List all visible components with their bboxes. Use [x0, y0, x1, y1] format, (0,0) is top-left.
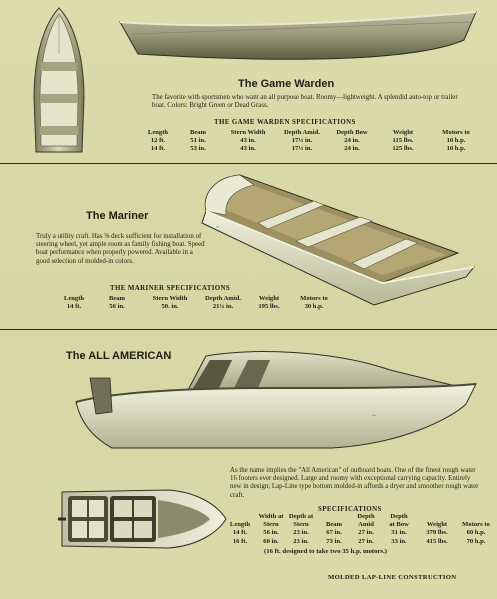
spec-cell: 17½ in. [291, 145, 313, 153]
spec-cell: 24 in. [344, 137, 360, 145]
all-american-spec-table [224, 513, 496, 546]
spec-header: Depth at [288, 513, 314, 520]
spec-cell: 23 in. [293, 537, 309, 545]
spec-cell: 12 ft. [150, 137, 166, 145]
game-warden-top-view-photo [30, 6, 88, 154]
game-warden-spec-title: THE GAME WARDEN SPECIFICATIONS [214, 119, 356, 126]
spec-cell: 14 ft. [150, 145, 166, 153]
spec-cell: 43 in. [240, 145, 256, 153]
spec-header: at Bow [389, 521, 409, 529]
game-warden-title: The Game Warden [238, 78, 335, 90]
spec-header-row [224, 521, 496, 529]
spec-cell: 33 in. [391, 537, 407, 545]
spec-header: Motors to [442, 129, 470, 136]
spec-cell: 56 in. [109, 303, 125, 311]
spec-cell: 30 h.p. [304, 303, 324, 311]
spec-header: Weight [426, 521, 448, 529]
section-divider [0, 329, 497, 330]
spec-cell: 51 in. [190, 137, 206, 145]
spec-cell: 24 in. [344, 145, 360, 153]
spec-cell: 67 in. [326, 529, 342, 537]
spec-cell: 16 ft. [232, 537, 248, 545]
spec-cell: 370 lbs. [426, 529, 448, 537]
spec-cell: 43 in. [240, 137, 256, 145]
spec-row [140, 137, 482, 145]
all-american-top-view-photo [58, 486, 228, 552]
spec-header-row-top [224, 513, 496, 521]
game-warden-description: The favorite with sportsmen who want an all purpose boat. Roomy—lightweight. A splendid auto-top or trailer boat. Colors: Bright Green or Dead Grass. [152, 94, 458, 110]
spec-cell: 60 h.p. [466, 529, 486, 537]
mariner-boat-photo [196, 171, 478, 311]
spec-row [224, 529, 496, 537]
spec-header: Depth Bow [336, 129, 368, 136]
spec-cell: 125 lbs. [392, 145, 414, 153]
all-american-spec-title: SPECIFICATIONS [318, 506, 382, 513]
spec-row [224, 538, 496, 546]
spec-header [418, 513, 456, 521]
spec-cell: 14 ft. [232, 529, 248, 537]
spec-cell: 17½ in. [291, 137, 313, 145]
spec-cell: 27 in. [358, 537, 374, 545]
spec-header: Amid [358, 521, 374, 529]
spec-cell: 60 in. [263, 537, 279, 545]
spec-cell: 50. in. [161, 303, 179, 311]
all-american-side-photo [72, 348, 484, 452]
spec-header: Beam [108, 295, 126, 302]
all-american-title: The ALL AMERICAN [66, 350, 172, 362]
mariner-spec-table [56, 295, 338, 311]
spec-cell: 10 h.p. [446, 137, 466, 145]
section-divider [0, 163, 497, 164]
spec-header-row [56, 295, 338, 303]
spec-header [224, 513, 256, 521]
spec-cell: 21½ in. [212, 303, 234, 311]
game-warden-spec-table [140, 129, 482, 154]
spec-cell: 23 in. [293, 529, 309, 537]
spec-header: Motors to [300, 295, 328, 302]
spec-header: Length [229, 521, 251, 529]
spec-header: Length [63, 295, 85, 302]
spec-cell: 73 in. [326, 537, 342, 545]
svg-text:~: ~ [216, 225, 220, 231]
spec-cell: 27 in. [358, 529, 374, 537]
spec-row [56, 303, 338, 311]
spec-header: Depth [357, 513, 375, 520]
spec-header: Beam [325, 521, 343, 529]
mariner-title: The Mariner [86, 210, 149, 222]
all-american-description: As the name implies the "All American" of outboard boats. One of the finest rough water 16 footers ever designed. Large and roomy with exceptional carrying capacity. Entirely new in design; Lap-Line type bottom molded-in affords a dryer and smoother rough water craft. [230, 467, 479, 499]
spec-header: Stern [293, 521, 309, 529]
spec-header [456, 513, 496, 521]
spec-header: Stern [263, 521, 279, 529]
spec-cell: 10 h.p. [446, 145, 466, 153]
spec-header: Stern Width [230, 129, 266, 136]
spec-row [140, 145, 482, 153]
spec-header: Width at [258, 513, 284, 520]
spec-cell: 31 in. [391, 529, 407, 537]
spec-cell: 115 lbs. [392, 137, 414, 145]
svg-text:~: ~ [372, 412, 376, 420]
spec-cell: 415 lbs. [426, 537, 448, 545]
spec-header: Stern Width [152, 295, 188, 302]
spec-header: Depth [390, 513, 408, 520]
spec-header-row [140, 129, 482, 137]
all-american-note: (16 ft. designed to take two 35 h.p. motors.) [264, 548, 387, 555]
spec-header: Beam [189, 129, 207, 136]
spec-cell: 14 ft. [66, 303, 82, 311]
spec-header: Depth Amid. [284, 129, 320, 136]
spec-header: Weight [392, 129, 414, 136]
spec-header: Motors to [462, 521, 490, 529]
mariner-description: Truly a utility craft. Has ⅝ deck sufficient for installation of steering wheel, yet ample room as family fishing boat. Speed boat performance when properly powered. Available in a good selection of molded-in colors. [36, 233, 205, 265]
spec-header: Length [147, 129, 169, 136]
spec-header [316, 513, 352, 521]
game-warden-side-view-photo [118, 10, 480, 68]
spec-header: Depth Amid. [205, 295, 241, 302]
spec-header: Weight [258, 295, 280, 302]
spec-cell: 70 h.p. [466, 537, 486, 545]
spec-cell: 56 in. [263, 529, 279, 537]
spec-cell: 195 lbs. [258, 303, 280, 311]
mariner-spec-title: THE MARINER SPECIFICATIONS [110, 285, 231, 292]
spec-cell: 53 in. [190, 145, 206, 153]
footer-construction: MOLDED LAP-LINE CONSTRUCTION [328, 574, 457, 581]
